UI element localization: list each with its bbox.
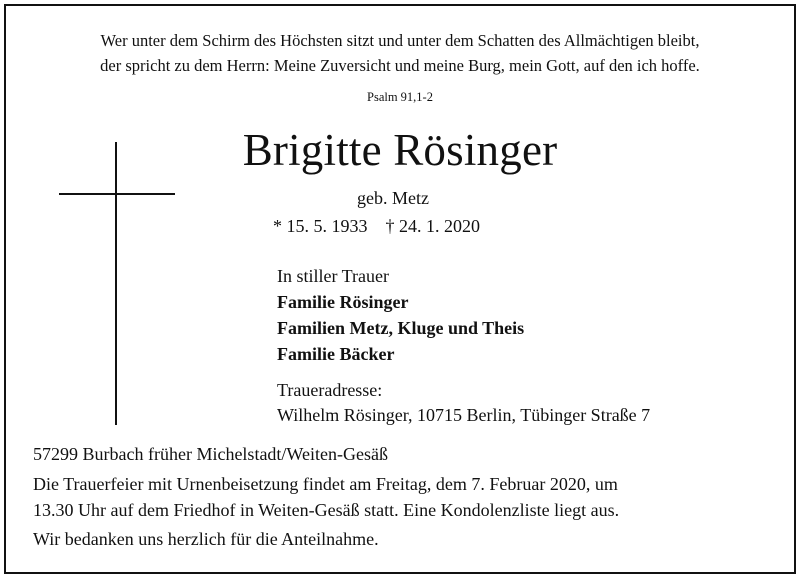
verse-line-2: der spricht zu dem Herrn: Meine Zuversicht und meine Burg, mein Gott, auf den ich hoffe. [100,56,700,75]
thanks-line: Wir bedanken uns herzlich für die Anteilnahme. [33,529,379,549]
footer-block [33,441,783,552]
mourners-intro: In stiller Trauer [277,266,389,286]
address-label: Traueradresse: [277,380,383,400]
ceremony-line-1: Die Trauerfeier mit Urnenbeisetzung findet am Freitag, dem 7. Februar 2020, um [33,474,618,494]
mourners-block [277,263,524,367]
verse-line-1: Wer unter dem Schirm des Höchsten sitzt und unter dem Schatten des Allmächtigen bleibt, [100,31,700,50]
family-3: Familie Bäcker [277,344,395,364]
cross-horizontal-bar [59,193,175,195]
verse-source: Psalm 91,1-2 [367,90,433,104]
deceased-name: Brigitte Rösinger [242,125,558,175]
birth-name: geb. Metz [357,188,429,208]
cross-vertical-bar [115,142,117,425]
ceremony-line-2: 13.30 Uhr auf dem Friedhof in Weiten-Gesäß statt. Eine Kondolenzliste liegt aus. [33,500,620,520]
family-2: Familien Metz, Kluge und Theis [277,318,525,338]
bible-verse [0,28,800,78]
family-1: Familie Rösinger [277,292,409,312]
mourning-address [277,378,650,428]
life-dates: * 15. 5. 1933 † 24. 1. 2020 [273,216,480,236]
address-text: Wilhelm Rösinger, 10715 Berlin, Tübinger Straße 7 [277,405,651,425]
location-line: 57299 Burbach früher Michelstadt/Weiten-Gesäß [33,444,388,464]
